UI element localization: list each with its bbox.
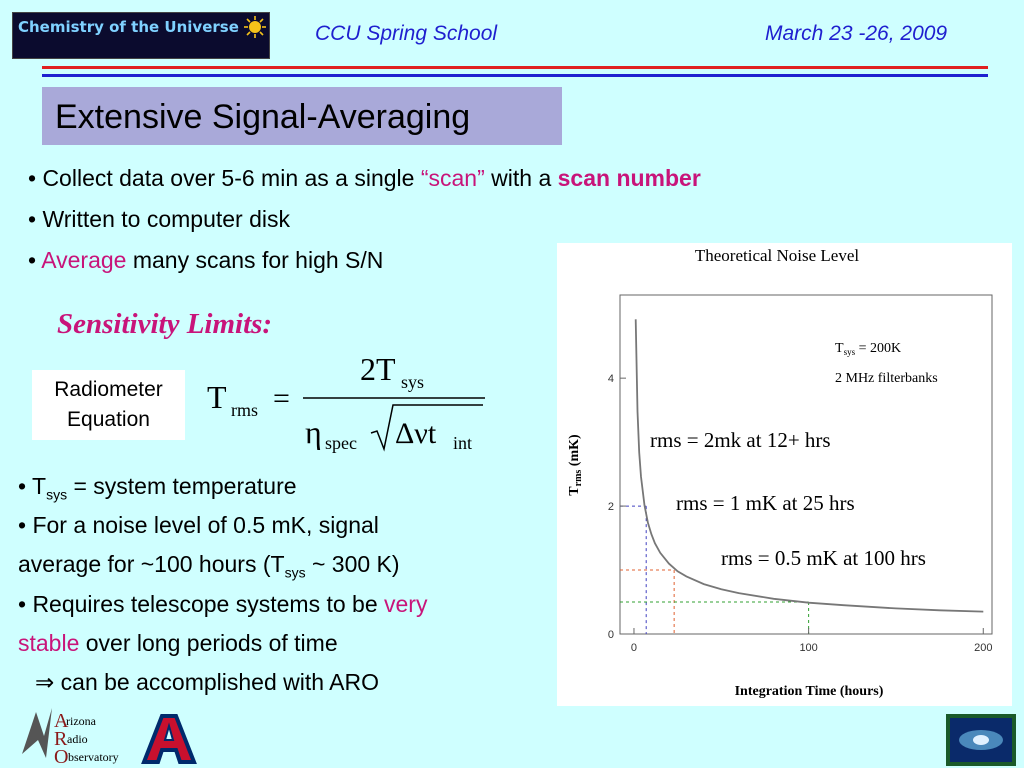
eq-T: T: [207, 379, 227, 415]
highlight-average: Average: [41, 247, 127, 273]
eq-dnu: Δνt: [395, 417, 437, 450]
eq-equals: =: [273, 382, 290, 415]
aro-letter-a: A: [54, 710, 69, 732]
galaxy-thumbnail-icon: [946, 714, 1016, 766]
subscript-sys: sys: [46, 486, 68, 503]
bullet-aro: [35, 669, 379, 696]
highlight-very: very: [384, 591, 428, 617]
bullet-collect-data: [28, 165, 701, 192]
y-tick-label: 4: [607, 373, 614, 386]
subscript-sys: sys: [284, 564, 306, 581]
bullet-text: can be accomplished with ARO: [54, 669, 379, 695]
school-name: CCU Spring School: [315, 22, 498, 45]
bullet-written-disk: • Written to computer disk: [28, 206, 290, 232]
university-arizona-logo: [140, 712, 198, 766]
bullet-text: over long periods of time: [79, 630, 338, 656]
bullet-text: • Collect data over 5-6 min as a single: [28, 165, 421, 191]
sun-icon: [244, 16, 266, 38]
highlight-scan: “scan”: [420, 165, 485, 191]
eq-eta: η: [305, 414, 322, 450]
y-axis-label: $T_{rms}$ (mK): [567, 434, 584, 496]
bullet-text: = system temperature: [67, 473, 297, 499]
bullet-stable: [18, 591, 427, 618]
annotation-rms-05mk: rms = 0.5 mK at 100 hrs: [721, 546, 926, 570]
eq-sys: sys: [401, 372, 425, 392]
annotation-rms-2mk: rms = 2mk at 12+ hrs: [650, 428, 831, 452]
slide-title: Extensive Signal-Averaging: [55, 98, 471, 136]
radiometer-label-line2: Equation: [67, 408, 150, 431]
header-rule-red: [42, 66, 988, 69]
annotation-rms-1mk: rms = 1 mK at 25 hrs: [676, 491, 855, 515]
aro-word-arizona: rizona: [66, 714, 96, 728]
aro-letter-o: O: [54, 746, 69, 766]
bullet-text: average for ~100 hours (T: [18, 551, 285, 577]
noise-chart-panel: [557, 243, 1012, 706]
x-axis-label: Integration Time (hours): [734, 684, 884, 699]
radiometer-label-line1: Radiometer: [54, 378, 163, 401]
legend-filterbanks: 2 MHz filterbanks: [835, 371, 938, 386]
highlight-scan-number: scan number: [557, 165, 701, 191]
bullet-noise-level-cont: [18, 551, 400, 581]
y-tick-label: 0: [607, 629, 614, 641]
y-tick-label: 2: [607, 501, 614, 514]
chart-title: Theoretical Noise Level: [694, 246, 860, 265]
aro-letter-r: R: [54, 728, 68, 750]
bullet-text: • Requires telescope systems to be: [18, 591, 385, 617]
highlight-stable: stable: [18, 630, 80, 656]
eq-spec: spec: [325, 433, 357, 453]
header-rule-blue: [42, 74, 988, 77]
bullet-text: many scans for high S/N: [126, 247, 384, 273]
eq-numerator: 2T: [360, 351, 396, 387]
bullet-text: with a: [484, 165, 558, 191]
plot-frame: [620, 295, 992, 634]
bullet-stable-cont: [18, 630, 338, 657]
bullet-tsys: [18, 473, 297, 503]
legend-tsys: $T_{sys} = 200K$: [835, 341, 902, 357]
sensitivity-heading: Sensitivity Limits:: [57, 308, 273, 340]
x-tick-label: 100: [799, 642, 818, 654]
aro-word-radio: adio: [67, 732, 88, 746]
bullet-average: [28, 247, 383, 274]
x-tick-label: 0: [630, 642, 638, 654]
radiometer-equation: [205, 345, 495, 455]
noise-chart: [557, 243, 1012, 706]
logo-text: Chemistry of the Universe: [18, 18, 239, 36]
eq-int: int: [453, 433, 473, 453]
aro-dish-shape: [22, 708, 52, 758]
x-tick-label: 200: [974, 642, 993, 654]
bullet-text: •: [28, 247, 42, 273]
eq-rms: rms: [231, 400, 258, 420]
bullet-text: • T: [18, 473, 47, 499]
bullet-noise-level: • For a noise level of 0.5 mK, signal: [18, 512, 379, 538]
bullet-text: ~ 300 K): [305, 551, 400, 577]
aro-logo: [18, 706, 133, 766]
implies-arrow-icon: ⇒: [35, 669, 55, 695]
radiometer-label-box: [32, 370, 185, 440]
date-range: March 23 -26, 2009: [765, 22, 948, 45]
aro-word-observatory: bservatory: [68, 750, 119, 764]
